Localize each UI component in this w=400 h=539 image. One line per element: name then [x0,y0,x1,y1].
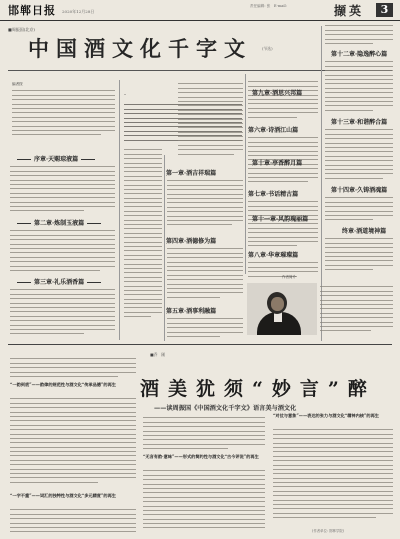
article2-byline: ■乔 刚 [150,352,165,357]
chapter-text [167,245,243,303]
author-bio [320,283,393,337]
chapter-text [325,194,393,224]
chapter-text [10,286,115,340]
chapter-heading: 第八章·华章璀璨篇 [248,252,299,259]
article-title: 中国酒文化千字文 [28,36,252,61]
editor-line: 责任编辑: 张 E-mail: [250,4,287,8]
chapter-text [167,177,243,232]
article2-text [10,355,136,381]
chapter-heading: 第一章·酒吉祥瑞篇 [166,170,217,177]
chapter-text [10,227,115,274]
chapter-text [325,58,393,114]
column-rule [164,155,165,341]
article2-text [143,467,265,537]
chapter-heading: 第十二章·隐逸醉心篇 [331,51,388,58]
article-divider [8,344,392,345]
chapter-heading: 第十四章·久铸酒魂篇 [331,187,388,194]
article2-title: 酒美犹须“妙言”醉 [140,378,376,400]
author-affiliation: (作者单位: 邯郸学院) [312,529,344,533]
issue-date: 2020年12月28日 [62,9,95,14]
editor-note-label: 编者按 [12,82,23,86]
chapter-heading: 第十章·亭香醉月篇 [252,160,303,167]
chapter-heading: 终章·酒道境神篇 [342,228,387,235]
chapter-heading: 序章·天赐琼液篇 [14,154,98,163]
article2-section-head: “无言有韵·意味”——形式的简约性与酒文化“古今评说”的再生 [143,454,259,459]
author-tag: ■周振国(北京) [8,27,35,32]
chapter-text [325,22,393,44]
article2-section-head: “一字不重”——词汇的独特性与酒文化“多元精度”的再生 [10,493,116,498]
chapter-heading: 第二章·炼制玉液篇 [14,218,104,227]
column-rule [119,80,120,340]
chapter-heading: 第七章·书话精古篇 [248,191,299,198]
chapter-text [178,80,243,166]
chapter-heading: 第十三章·和谐醉合篇 [331,119,388,126]
article2-text [10,395,136,491]
article2-text [143,414,265,454]
photo-caption-label: 作者简介 [282,275,296,279]
chapter-text [325,235,393,275]
article2-section-head: “对仗与意象”——表达的张力与酒文化“精神内核”的再生 [273,413,379,418]
chapter-heading: 第十一章·风韵瑰丽篇 [252,216,309,223]
quote-open: “ [124,93,127,98]
chapter-text [248,78,318,120]
title-note: (节选) [262,46,273,51]
page-number: 3 [376,3,393,17]
chapter-heading: 第五章·酒事利融篇 [166,308,217,315]
chapter-text [248,198,318,248]
chapter-heading: 第六章·诗酒江山篇 [248,127,299,134]
section-name: 撷英 [334,4,365,18]
chapter-text [167,315,243,340]
article2-section-head: “一韵到底”——韵律的规范性与酒文化“传承品德”的再生 [10,382,116,387]
chapter-text [124,146,162,340]
column-rule [245,74,246,274]
editor-note [12,82,115,142]
article2-text [273,426,393,526]
chapter-heading: 第九章·酒思兴邦篇 [252,90,303,97]
chapter-text [10,163,115,215]
chapter-heading: 第三章·礼乐酒香篇 [14,277,104,286]
author-photo [247,283,317,335]
masthead [0,0,400,21]
article2-text [10,506,136,538]
chapter-text [325,126,393,182]
newspaper-name: 邯郸日报 [8,4,56,17]
article2-subtitle: ——读周振国《中国酒文化千字文》语言美与酒文化 [154,405,297,412]
chapter-heading: 第四章·酒德修为篇 [166,238,217,245]
